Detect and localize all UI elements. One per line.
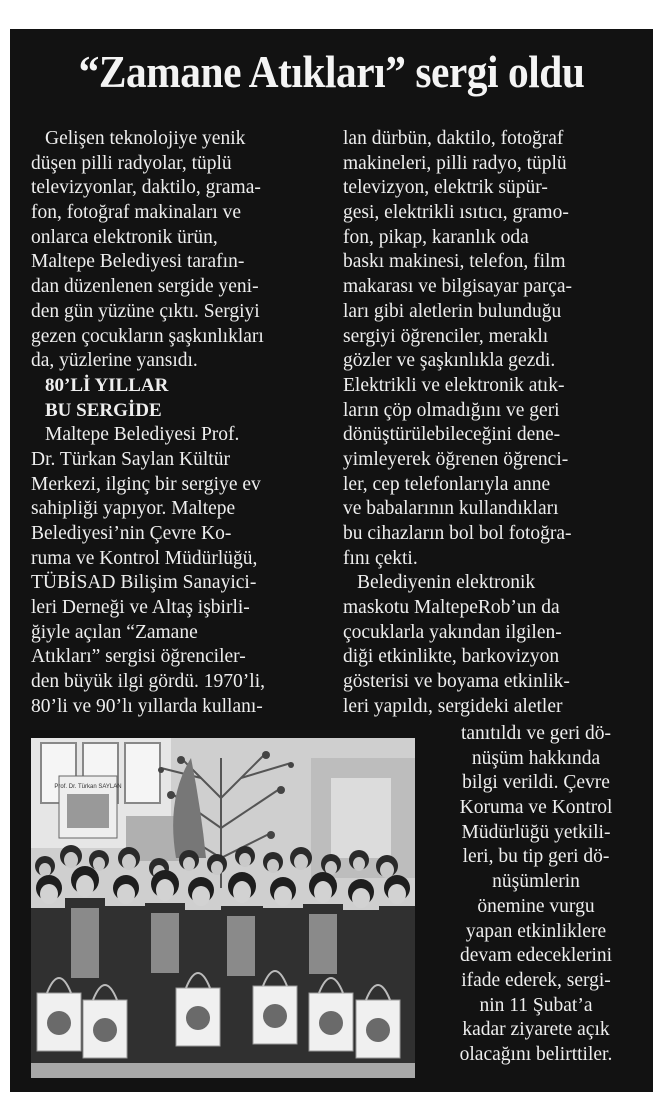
- text-line: televizyon, elektrik süpür-: [343, 177, 548, 199]
- text-line: Koruma ve Kontrol: [459, 797, 613, 819]
- body-paragraph: [31, 423, 331, 719]
- text-line: televizyonlar, daktilo, grama-: [31, 177, 261, 199]
- closing-paragraph: [426, 722, 646, 1068]
- text-line: maskotu MaltepeRob’un da: [343, 597, 560, 619]
- article-column-3: [426, 722, 646, 1068]
- text-line: Müdürlüğü yetkili-: [461, 821, 611, 843]
- text-line: gezen çocukların şaşkınlıkları: [31, 325, 264, 347]
- text-line: ları gibi aletlerin bulunduğu: [343, 300, 562, 322]
- text-line: Atıkları” sergisi öğrenciler-: [31, 646, 246, 668]
- text-line: bilgi verildi. Çevre: [462, 772, 610, 794]
- text-line: ğiyle açılan “Zamane: [31, 621, 198, 643]
- text-line: ler, cep telefonlarıyla anne: [343, 473, 551, 495]
- headline: “Zamane Atıkları” sergi oldu: [78, 47, 585, 97]
- text-line: leri yapıldı, sergideki aletler: [343, 695, 563, 717]
- text-line: TÜBİSAD Bilişim Sanayici-: [31, 572, 257, 594]
- text-line: çocuklarla yakından ilgilen-: [343, 621, 562, 643]
- text-line: fon, pikap, karanlık oda: [343, 226, 529, 248]
- text-line: nüşümlerin: [492, 871, 580, 893]
- subheading-line: BU SERGİDE: [45, 399, 162, 421]
- text-line: sahipliği yapıyor. Maltepe: [31, 498, 236, 520]
- text-line: Belediyesi’nin Çevre Ko-: [31, 523, 232, 544]
- students-group-photo: [31, 738, 415, 1078]
- text-line: makarası ve bilgisayar parça-: [343, 276, 573, 298]
- subheading: [31, 374, 331, 423]
- text-line: lan dürbün, daktilo, fotoğraf: [343, 128, 564, 149]
- text-line: leri Derneği ve Altaş işbirli-: [31, 597, 250, 619]
- newspaper-clipping: [10, 29, 653, 1092]
- text-line: dönüştürülebileceğini dene-: [343, 424, 561, 446]
- article-column-2: [343, 127, 643, 720]
- text-line: Belediyenin elektronik: [357, 572, 536, 594]
- text-line: gözler ve şaşkınlıkla gezdi.: [343, 350, 556, 372]
- text-line: ifade ederek, sergi-: [461, 969, 611, 991]
- text-line: nin 11 Şubat’a: [479, 994, 593, 1016]
- column-2-paragraph-2: [343, 571, 643, 719]
- text-line: önemine vurgu: [477, 895, 595, 917]
- subheading-line: 80’Lİ YILLAR: [45, 374, 169, 396]
- text-line: devam edeceklerini: [459, 945, 613, 967]
- text-line: bu cihazların bol bol fotoğra-: [343, 523, 572, 544]
- text-line: 80’li ve 90’lı yıllarda kullanı-: [31, 695, 263, 717]
- text-line: diği etkinlikte, barkovizyon: [343, 646, 560, 668]
- text-line: sergiyi öğrenciler, meraklı: [343, 325, 549, 347]
- text-line: fını çekti.: [343, 547, 418, 569]
- text-line: baskı makinesi, telefon, film: [343, 251, 566, 273]
- text-line: ruma ve Kontrol Müdürlüğü,: [31, 547, 258, 569]
- text-line: Gelişen teknolojiye yenik: [45, 128, 246, 149]
- poster-text: Prof. Dr. Türkan SAYLAN: [54, 784, 122, 790]
- text-line: Maltepe Belediyesi tarafın-: [31, 251, 245, 273]
- article-column-1: [31, 127, 331, 720]
- text-line: yapan etkinliklere: [465, 920, 607, 942]
- text-line: den büyük ilgi gördü. 1970’li,: [31, 671, 265, 693]
- text-line: kadar ziyarete açık: [462, 1019, 610, 1041]
- text-line: da, yüzlerine yansıdı.: [31, 350, 198, 372]
- text-line: dan düzenlenen sergide yeni-: [31, 276, 259, 298]
- text-line: Merkezi, ilginç bir sergiye ev: [31, 473, 261, 495]
- text-line: ların çöp olmadığını ve geri: [343, 399, 560, 421]
- text-line: fon, fotoğraf makinaları ve: [31, 202, 242, 224]
- text-line: leri, bu tip geri dö-: [462, 846, 610, 868]
- text-line: Dr. Türkan Saylan Kültür: [31, 448, 230, 470]
- text-line: olacağını belirttiler.: [459, 1043, 613, 1065]
- text-line: Elektrikli ve elektronik atık-: [343, 374, 565, 396]
- text-line: yimleyerek öğrenen öğrenci-: [343, 448, 569, 470]
- text-line: ve babalarının kullandıkları: [343, 498, 559, 520]
- intro-paragraph: [31, 127, 331, 374]
- text-line: nüşüm hakkında: [471, 747, 601, 769]
- column-2-paragraph-1: [343, 127, 643, 571]
- text-line: makineleri, pilli radyo, tüplü: [343, 152, 567, 174]
- text-line: düşen pilli radyolar, tüplü: [31, 152, 232, 174]
- event-photo: [31, 738, 415, 1078]
- text-line: Maltepe Belediyesi Prof.: [45, 424, 240, 446]
- text-line: den gün yüzüne çıktı. Sergiyi: [31, 300, 260, 322]
- text-line: tanıtıldı ve geri dö-: [460, 723, 611, 744]
- text-line: gösterisi ve boyama etkinlik-: [343, 671, 570, 693]
- text-line: gesi, elektrikli ısıtıcı, gramo-: [343, 202, 569, 224]
- text-line: onlarca elektronik ürün,: [31, 226, 218, 248]
